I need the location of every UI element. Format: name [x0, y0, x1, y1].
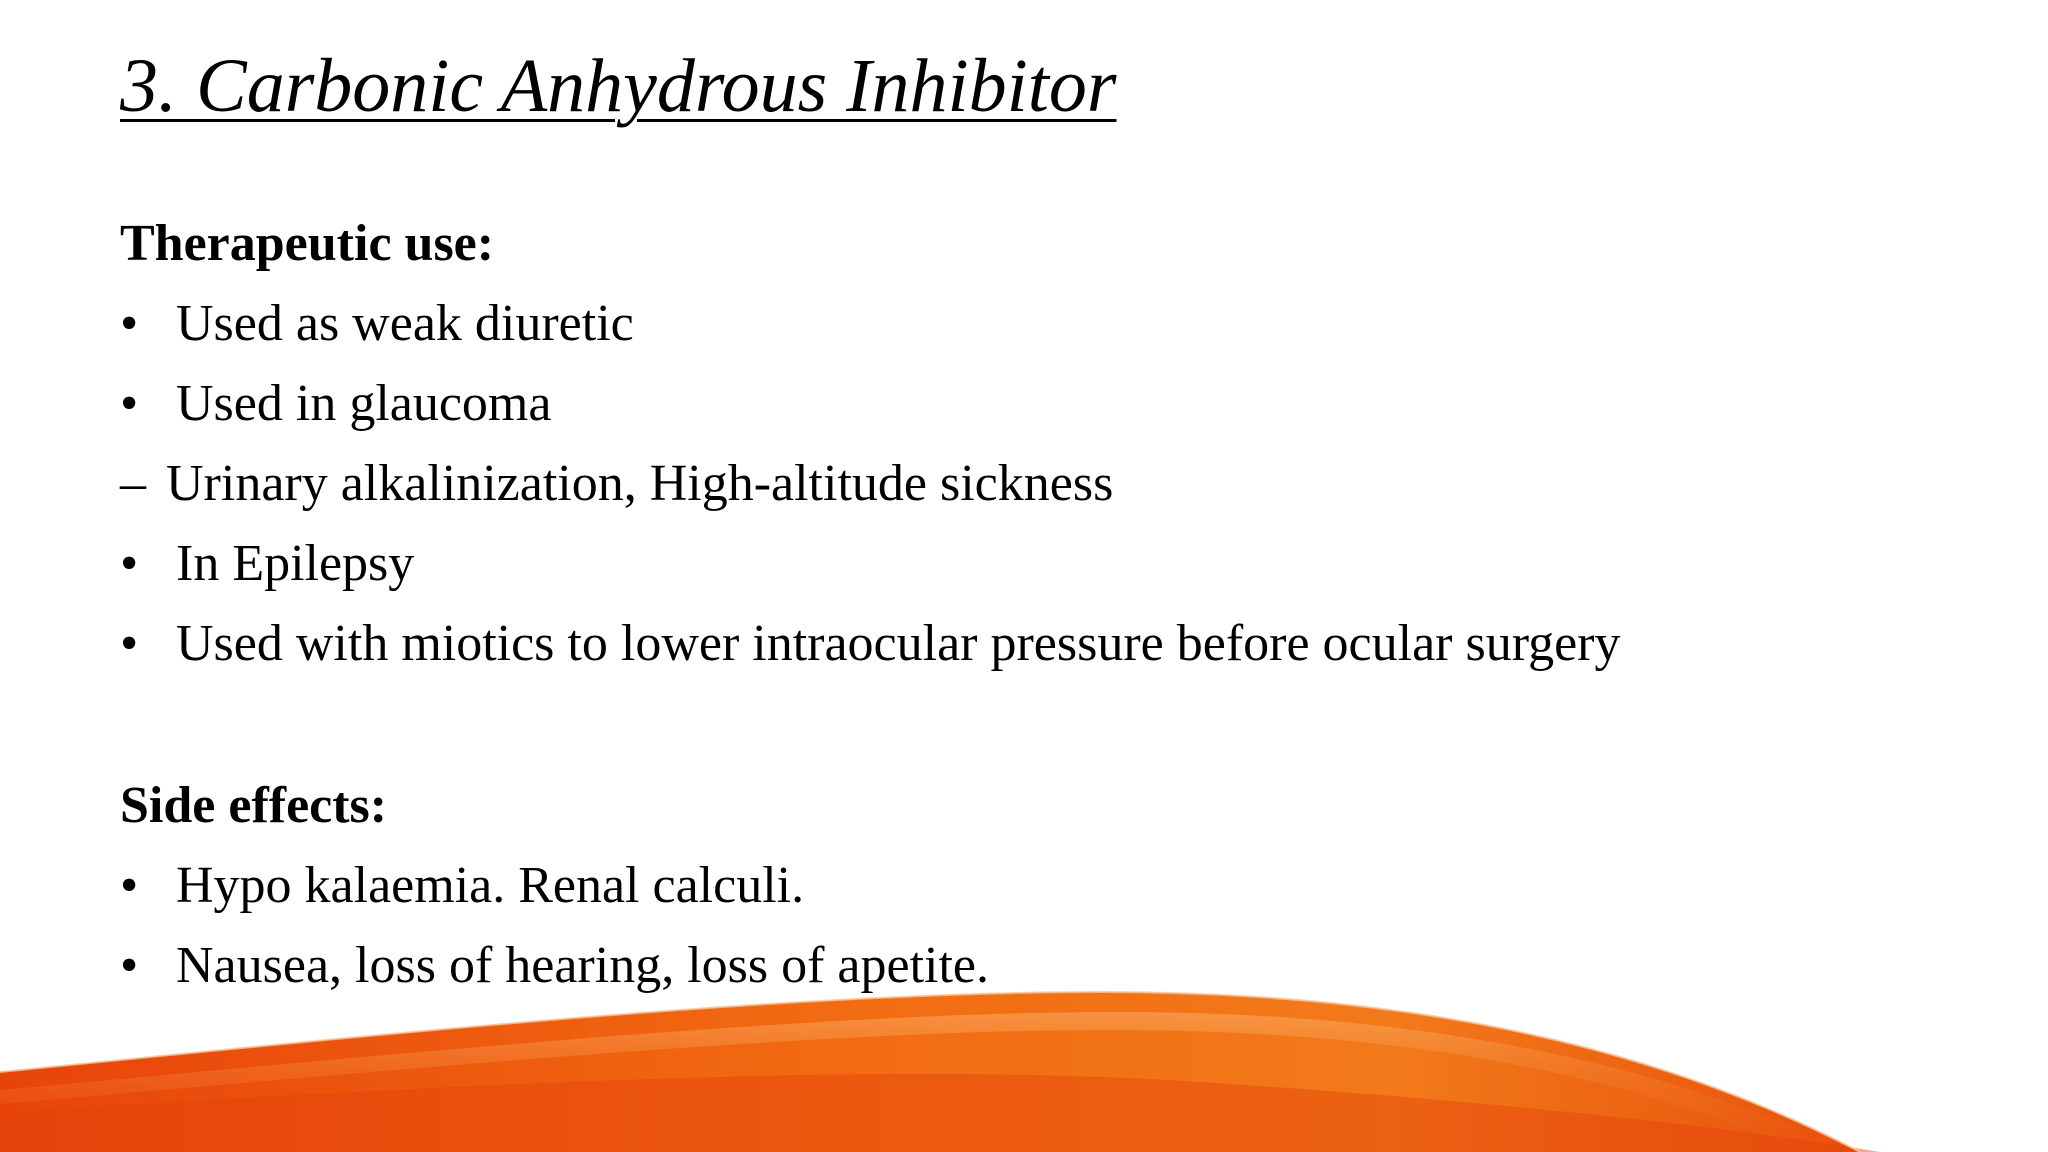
- therapeutic-use-heading: Therapeutic use:: [120, 215, 495, 272]
- bullet-marker: •: [120, 295, 139, 352]
- list-item-text: Nausea, loss of hearing, loss of apetite.: [176, 937, 990, 994]
- slide-title: 3. Carbonic Anhydrous Inhibitor: [120, 44, 1117, 128]
- list-item: [120, 284, 1980, 364]
- list-item-text: Used with miotics to lower intraocular pressure before ocular surgery: [176, 615, 1621, 672]
- list-item: [120, 364, 1980, 444]
- list-item: [120, 524, 1980, 604]
- bullet-marker: •: [120, 615, 139, 672]
- therapeutic-use-section: [120, 204, 1980, 684]
- list-item-text: Used in glaucoma: [176, 375, 552, 432]
- list-item: [120, 604, 1980, 684]
- side-effects-section: [120, 766, 1980, 1006]
- list-item-text: In Epilepsy: [176, 535, 415, 592]
- bullet-marker: •: [120, 535, 139, 592]
- bullet-marker: •: [120, 857, 139, 914]
- dash-marker: –: [120, 455, 146, 512]
- side-effects-heading: Side effects:: [120, 777, 388, 834]
- list-item: [120, 846, 1980, 926]
- list-item-text: Used as weak diuretic: [176, 295, 634, 352]
- bullet-marker: •: [120, 937, 139, 994]
- therapeutic-use-list: [120, 284, 1980, 684]
- list-item-text: Hypo kalaemia. Renal calculi.: [176, 857, 805, 914]
- list-item-text: Urinary alkalinization, High-altitude sickness: [166, 455, 1114, 512]
- decorative-wave: [0, 972, 2048, 1152]
- list-item: [120, 444, 1980, 524]
- bullet-marker: •: [120, 375, 139, 432]
